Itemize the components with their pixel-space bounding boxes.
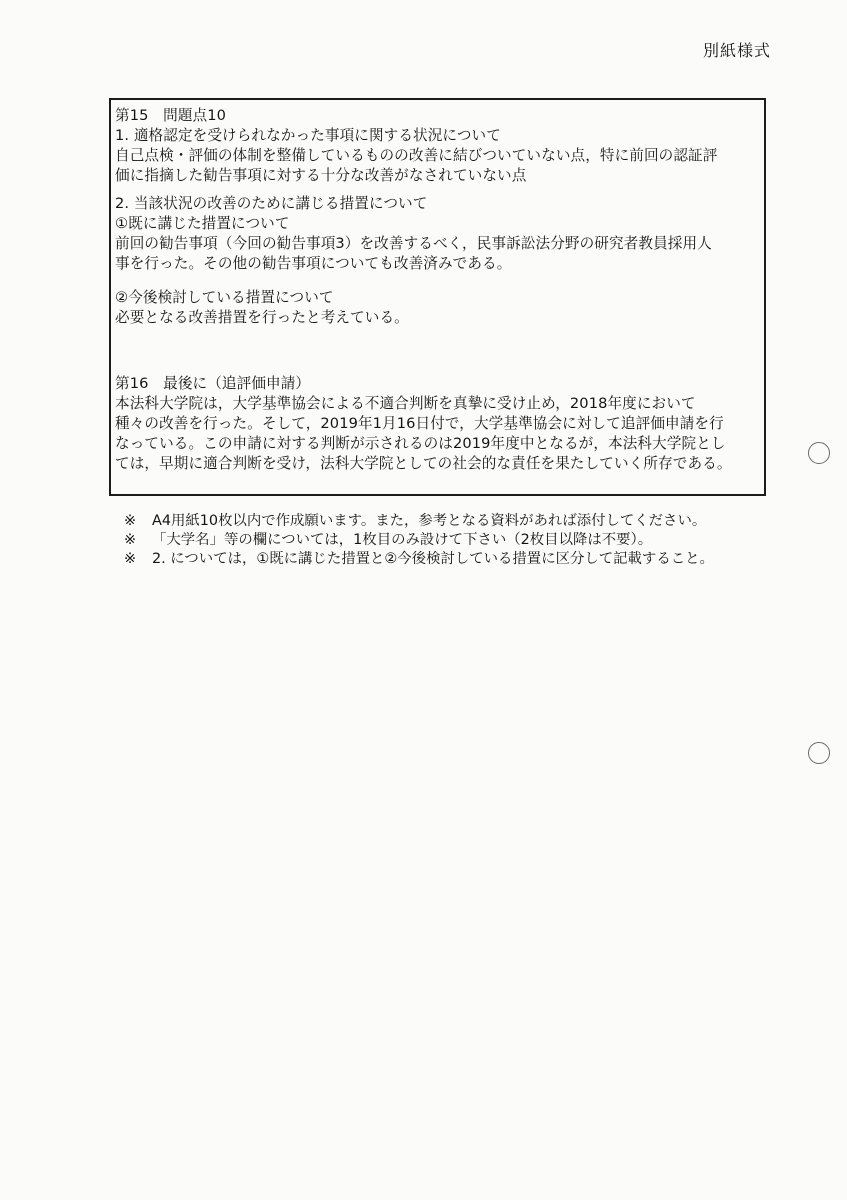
note-text: A4用紙10枚以内で作成願います。また，参考となる資料があれば添付してください。 — [152, 513, 707, 529]
notes — [124, 512, 714, 569]
future-measures-heading: ②今後検討している措置について — [115, 289, 334, 306]
measures-taken-body-line: 前回の勧告事項（今回の勧告事項3）を改善するべく，民事訴訟法分野の研究者教員採用人 — [115, 235, 712, 252]
note-mark: ※ — [124, 513, 137, 529]
future-measures — [115, 288, 760, 328]
section-16-body-line: なっている。この申請に対する判断が示されるのは2019年度中となるが，本法科大学院とし — [115, 435, 726, 452]
note-text: 「大学名」等の欄については，1枚目のみ設けて下さい（2枚目以降は不要）。 — [152, 532, 653, 548]
form-label: 別紙様式 — [702, 41, 771, 60]
item-2 — [115, 194, 760, 274]
punch-hole — [808, 442, 830, 464]
section-16-title: 第16 最後に（追評価申請） — [115, 375, 311, 392]
section-16 — [115, 374, 760, 474]
section-15-title: 第15 問題点10 — [115, 107, 227, 124]
note-mark: ※ — [124, 532, 137, 548]
section-16-body-line: 種々の改善を行った。そして，2019年1月16日付で，大学基準協会に対して追評価申請を行 — [115, 415, 724, 432]
item-1-body-line: 自己点検・評価の体制を整備しているものの改善に結びついていない点，特に前回の認証評 — [115, 147, 718, 164]
section-16-body-line: ては，早期に適合判断を受け，法科大学院としての社会的な責任を果たしていく所存である。 — [115, 455, 732, 472]
punch-hole — [808, 742, 830, 764]
note-mark: ※ — [124, 551, 137, 567]
future-measures-body-line: 必要となる改善措置を行ったと考えている。 — [115, 309, 409, 326]
item-1-body-line: 価に指摘した勧告事項に対する十分な改善がなされていない点 — [115, 167, 527, 184]
note-text: 2. については，①既に講じた措置と②今後検討している措置に区分して記載すること。 — [152, 551, 714, 567]
measures-taken-heading: ①既に講じた措置について — [115, 215, 290, 232]
section-16-body-line: 本法科大学院は，大学基準協会による不適合判断を真摯に受け止め，2018年度において — [115, 395, 696, 412]
section-15 — [115, 106, 760, 186]
note-item — [124, 512, 714, 531]
note-item — [124, 531, 714, 550]
content-box — [109, 98, 766, 496]
note-item — [124, 550, 714, 569]
measures-taken-body-line: 事を行った。その他の勧告事項についても改善済みである。 — [115, 255, 512, 272]
item-1-heading: 1. 適格認定を受けられなかった事項に関する状況について — [115, 127, 501, 144]
item-2-heading: 2. 当該状況の改善のために講じる措置について — [115, 195, 428, 212]
